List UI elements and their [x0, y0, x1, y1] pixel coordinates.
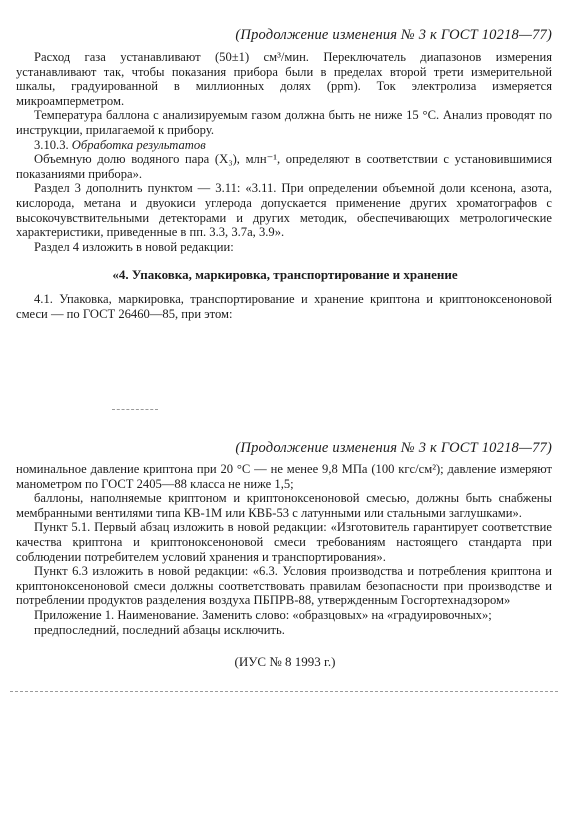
- text-block-middle: [16, 292, 552, 321]
- paragraph-volume-fraction: Объемную долю водяного пара (X₃), млн⁻¹, определяют в соответствии с установившимися показаниями прибора».: [16, 152, 552, 181]
- paragraph-appendix-1: Приложение 1. Наименование. Заменить слово: «образцовых» на «градуировочных»;: [34, 607, 492, 622]
- paragraph-temperature: Температура баллона с анализируемым газом должна быть не ниже 15 °С. Анализ проводят по инструкции, прилагаемой к прибору.: [16, 108, 552, 137]
- paragraph-packaging: 4.1. Упаковка, маркировка, транспортирование и хранение криптона и криптоноксеноновой смеси — по ГОСТ 26460—85, при этом:: [16, 292, 552, 321]
- paragraph-pressure: номинальное давление криптона при 20 °С — не менее 9,8 МПа (100 кгс/см²); давление измеряют манометром по ГОСТ 2405—88 класса не ниже 1,5;: [16, 462, 552, 491]
- paragraph-results-heading: [16, 138, 552, 153]
- paragraph-section4-intro: Раздел 4 изложить в новой редакции:: [34, 239, 234, 254]
- paragraph-clause-5-1: Пункт 5.1. Первый абзац изложить в новой редакции: «Изготовитель гарантирует соответствие качества криптона и криптоноксеноновой смеси требованиям настоящего стандарта при соблюдении потребителем условий хранения и транспортирования».: [16, 520, 552, 564]
- divider-short: [112, 409, 158, 410]
- ius-reference: (ИУС № 8 1993 г.): [234, 654, 336, 669]
- running-header-top: (Продолжение изменения № 3 к ГОСТ 10218—77): [235, 27, 552, 43]
- paragraph-section3-addition: Раздел 3 дополнить пунктом — 3.11: «3.11. При определении объемной доли ксенона, азота, кислорода, метана и двуокиси углерода допускается применение других хроматографов с высокочувствительными детекторами и других методик, обеспечивающих метрологические характеристики, приведенные в пп. 3.3, 3.7а, 3.9».: [16, 181, 552, 240]
- text-block-top: [16, 50, 552, 254]
- paragraph-clause-6-3: Пункт 6.3 изложить в новой редакции: «6.3. Условия производства и потребления криптона и криптоноксеноновой смеси должны соответствовать правилам безопасности при производстве и потреблении продуктов разделения воздуха ПБПРВ-88, утвержденным Госгортехнадзором»: [16, 564, 552, 608]
- paragraph-cylinders: баллоны, наполняемые криптоном и криптоноксеноновой смесью, должны быть снабжены мембранными вентилями типа КВ-1М или КВБ-53 с латунными или стальными заглушками».: [16, 491, 552, 520]
- clause-title: Обработка результатов: [71, 137, 206, 152]
- paragraph-exclude: предпоследний, последний абзацы исключить.: [34, 622, 285, 637]
- running-header-bottom: (Продолжение изменения № 3 к ГОСТ 10218—77): [235, 440, 552, 456]
- section-heading: «4. Упаковка, маркировка, транспортирование и хранение: [112, 267, 458, 282]
- divider-bottom: [10, 691, 558, 692]
- paragraph-gas-flow: Расход газа устанавливают (50±1) см³/мин. Переключатель диапазонов измерения устанавливают так, чтобы показания прибора были в пределах второй трети измерительной шкалы, градуированной в миллионных долях (ppm). Ток электролиза измеряется микроамперметром.: [16, 50, 552, 108]
- text-block-bottom: [16, 462, 552, 637]
- clause-number: 3.10.3.: [34, 137, 69, 152]
